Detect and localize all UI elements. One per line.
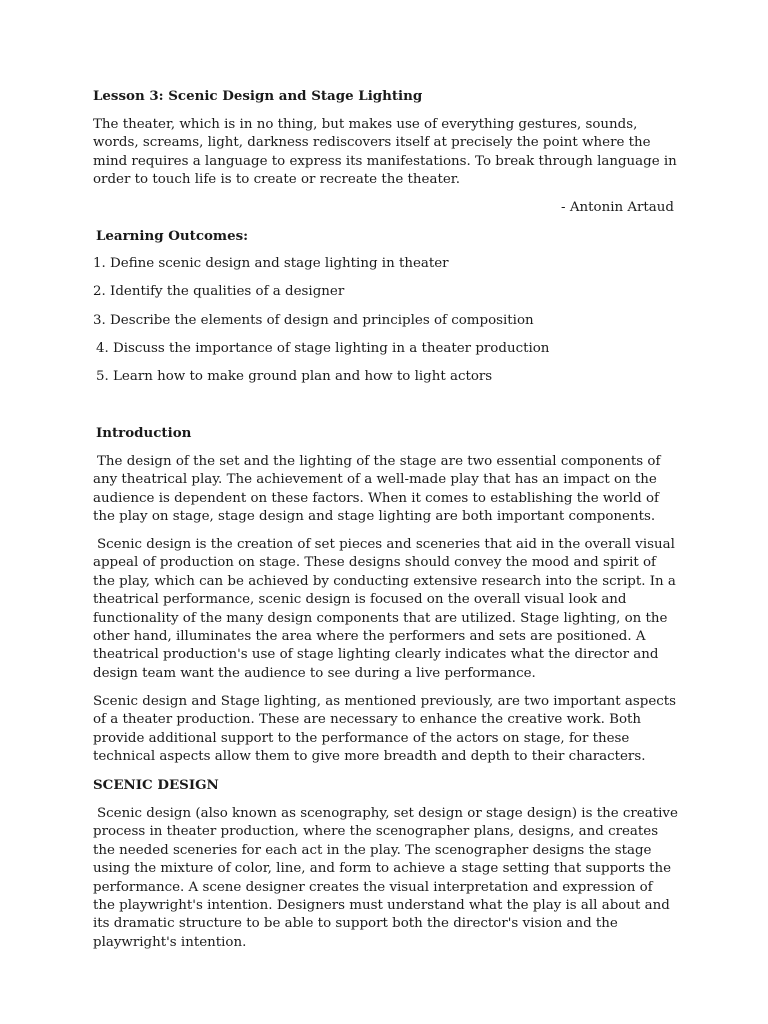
outcome-item-3: 3. Describe the elements of design and principles of composition [93, 313, 534, 328]
introduction-paragraph-2: Scenic design is the creation of set pieces and sceneries that aid in the overall visual appeal of production on stage. These designs should convey the mood and spirit of the play, which can be achieved by conducting extensive research into the script. In a theatrical performance, scenic design is focused on the overall visual look and functionality of the many design components that are utilized. Stage lighting, on the other hand, illuminates the area where the performers and sets are positioned. A theatrical production's use of stage lighting clearly indicates what the director and design team want the audience to see during a live performance. [93, 537, 676, 681]
outcomes-heading: Learning Outcomes: [96, 228, 249, 244]
scenic-design-paragraph: Scenic design (also known as scenography, set design or stage design) is the creative process in theater production, where the scenographer plans, designs, and creates the needed sceneries for each act in the play. The scenographer designs the stage using the mixture of color, line, and form to achieve a stage setting that supports the performance. A scene designer creates the visual interpretation and expression of the playwright's intention. Designers must understand what the play is all about and its dramatic structure to be able to support both the director's vision and the playwright's intention. [93, 806, 678, 950]
outcome-item-2: 2. Identify the qualities of a designer [93, 284, 345, 299]
introduction-paragraph-3: Scenic design and Stage lighting, as mentioned previously, are two important aspects of a theater production. These are necessary to enhance the creative work. Both provide additional support to the performance of the actors on stage, for these technical aspects allow them to give more breadth and depth to their characters. [93, 694, 677, 765]
epigraph: The theater, which is in no thing, but makes use of everything gestures, sounds, words, screams, light, darkness rediscovers itself at precisely the point where the mind requires a language to express its manifestations. To break through language in order to touch life is to create or recreate the theater. [93, 117, 677, 188]
scenic-design-heading: SCENIC DESIGN [93, 777, 219, 793]
lesson-title: Lesson 3: Scenic Design and Stage Lighting [93, 88, 423, 104]
introduction-paragraph-1: The design of the set and the lighting of the stage are two essential components of any theatrical play. The achievement of a well-made play that has an impact on the audience is dependent on these factors. When it comes to establishing the world of the play on stage, stage design and stage lighting are both important components. [93, 454, 661, 525]
outcome-item-4: 4. Discuss the importance of stage lighting in a theater production [96, 341, 550, 356]
epigraph-author: - Antonin Artaud [561, 200, 674, 215]
outcome-item-5: 5. Learn how to make ground plan and how to light actors [96, 369, 493, 384]
introduction-heading: Introduction [96, 425, 192, 441]
outcome-item-1: 1. Define scenic design and stage lighting in theater [93, 256, 449, 271]
